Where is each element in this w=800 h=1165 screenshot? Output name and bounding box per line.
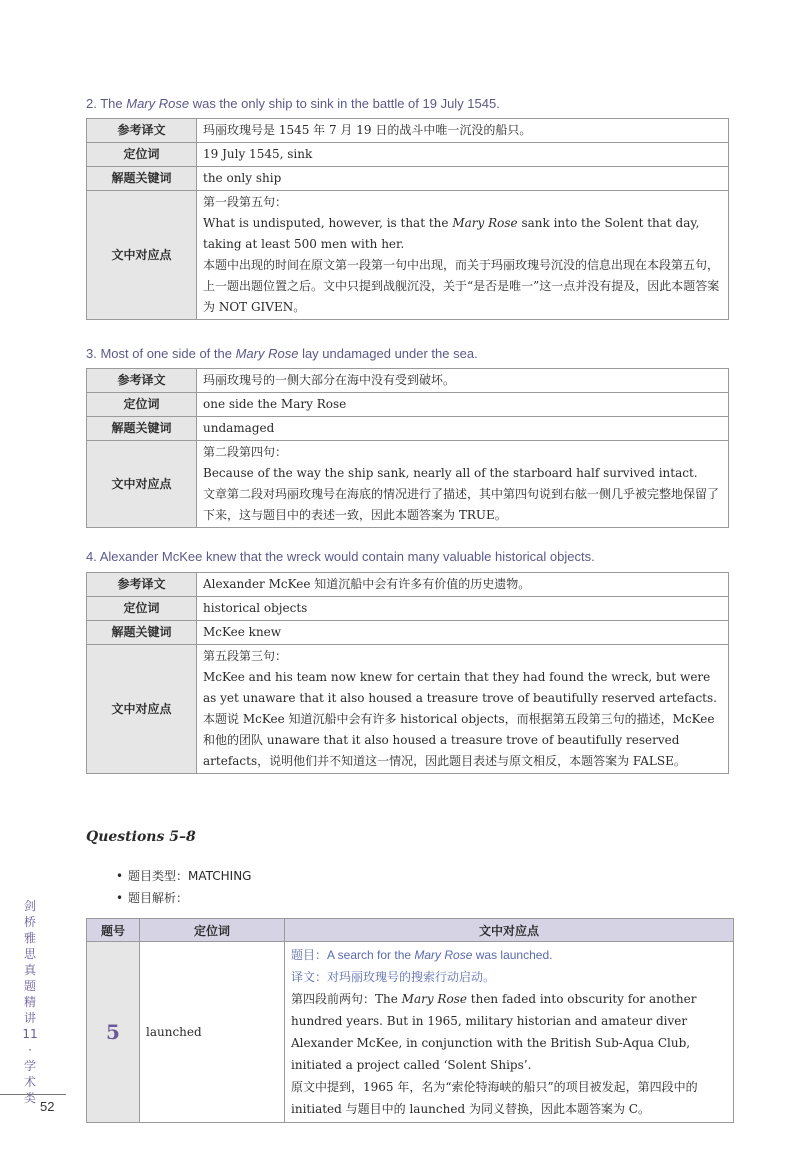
detail-line: McKee and his team now knew for certain that they had found the wreck, but were as yet unaware that it also housed a treasure trove of beautifully reserved artefacts.: [203, 670, 717, 705]
row-label: 定位词: [87, 393, 197, 417]
row-label: 定位词: [87, 143, 197, 167]
source-line: 第四段前两句：The Mary Rose then faded into obscurity for another hundred years. But in 1965, military historian and amateur diver Alexander McKee, in conjunction with the British Sub-Aqua Club, initiated a project called ‘Solent Ships’.: [291, 992, 697, 1072]
row-label: 文中对应点: [87, 441, 197, 528]
row-label: 解题关键词: [87, 621, 197, 645]
row-value: 玛丽玫瑰号的一侧大部分在海中没有受到破坏。: [197, 369, 729, 393]
detail-line: 文章第二段对玛丽玫瑰号在海底的情况进行了描述，其中第四句说到右舷一侧几乎被完整地保留了下来，这与题目中的表述一致，因此本题答案为 TRUE。: [203, 487, 720, 522]
header-detail: 文中对应点: [285, 919, 734, 942]
detail-line: 第二段第四句：: [203, 445, 288, 459]
row-label: 解题关键词: [87, 167, 197, 191]
detail-line: 本题说 McKee 知道沉船中会有许多 historical objects，而根据第五段第三句的描述，McKee 和他的团队 unaware that it also housed a treasure trove of beautifully reserved artefacts，说明他们并不知道这一情况，因此题目表述与原文相反，本题答案为 FALSE。: [203, 712, 715, 768]
row-value: Alexander McKee 知道沉船中会有许多有价值的历史遗物。: [197, 573, 729, 597]
detail-line: 第五段第三句：: [203, 649, 288, 663]
row-label: 文中对应点: [87, 191, 197, 320]
detail-line: 第一段第五句：: [203, 195, 288, 209]
side-tab: 剑 桥 雅 思 真 题 精 讲 11 · 学 术 类: [22, 899, 38, 1105]
question-2-title: 2. The Mary Rose was the only ship to sink in the battle of 19 July 1545.: [86, 96, 500, 111]
page-number: 52: [40, 1099, 55, 1114]
matching-table: [86, 918, 734, 1123]
row-label: 解题关键词: [87, 417, 197, 441]
row-value: 玛丽玫瑰号是 1545 年 7 月 19 日的战斗中唯一沉没的船只。: [197, 119, 729, 143]
question-4-table: [86, 572, 729, 774]
explanation-line: 原文中提到，1965 年，名为“索伦特海峡的船只”的项目被发起，第四段中的 initiated 与题目中的 launched 为同义替换，因此本题答案为 C。: [291, 1080, 698, 1116]
detail-line: What is undisputed, however, is that the Mary Rose sank into the Solent that day, taking at least 500 men with her.: [203, 216, 700, 251]
question-line: 题目：A search for the Mary Rose was launched.: [291, 948, 553, 962]
row-value: 19 July 1545, sink: [197, 143, 729, 167]
question-3-title: 3. Most of one side of the Mary Rose lay undamaged under the sea.: [86, 346, 478, 361]
page-divider: [0, 1094, 66, 1095]
question-number: 5: [87, 942, 140, 1123]
detail-cell: [285, 942, 734, 1123]
row-value: McKee knew: [197, 621, 729, 645]
question-4-title: 4. Alexander McKee knew that the wreck would contain many valuable historical objects.: [86, 549, 595, 564]
detail-line: 本题中出现的时间在原文第一段第一句中出现，而关于玛丽玫瑰号沉没的信息出现在本段第五句，上一题出题位置之后。文中只提到战舰沉没，关于“是否是唯一”这一点并没有提及，因此本题答案为 NOT GIVEN。: [203, 258, 720, 314]
detail-cell: [197, 645, 729, 774]
bullet-analysis: • 题目解析：: [116, 891, 189, 905]
row-value: undamaged: [197, 417, 729, 441]
keyword-cell: launched: [140, 942, 285, 1123]
row-label: 定位词: [87, 597, 197, 621]
question-2-table: [86, 118, 729, 320]
header-keyword: 定位词: [140, 919, 285, 942]
detail-cell: [197, 191, 729, 320]
row-value: the only ship: [197, 167, 729, 191]
row-label: 文中对应点: [87, 645, 197, 774]
translation-line: 译文：对玛丽玫瑰号的搜索行动启动。: [291, 970, 496, 984]
question-3-table: [86, 368, 729, 528]
row-label: 参考译文: [87, 119, 197, 143]
header-number: 题号: [87, 919, 140, 942]
bullet-question-type: • 题目类型：MATCHING: [116, 869, 252, 883]
row-value: historical objects: [197, 597, 729, 621]
detail-line: Because of the way the ship sank, nearly all of the starboard half survived intact.: [203, 466, 698, 480]
row-value: one side the Mary Rose: [197, 393, 729, 417]
detail-cell: [197, 441, 729, 528]
section-heading: Questions 5–8: [86, 829, 196, 845]
row-label: 参考译文: [87, 573, 197, 597]
row-label: 参考译文: [87, 369, 197, 393]
